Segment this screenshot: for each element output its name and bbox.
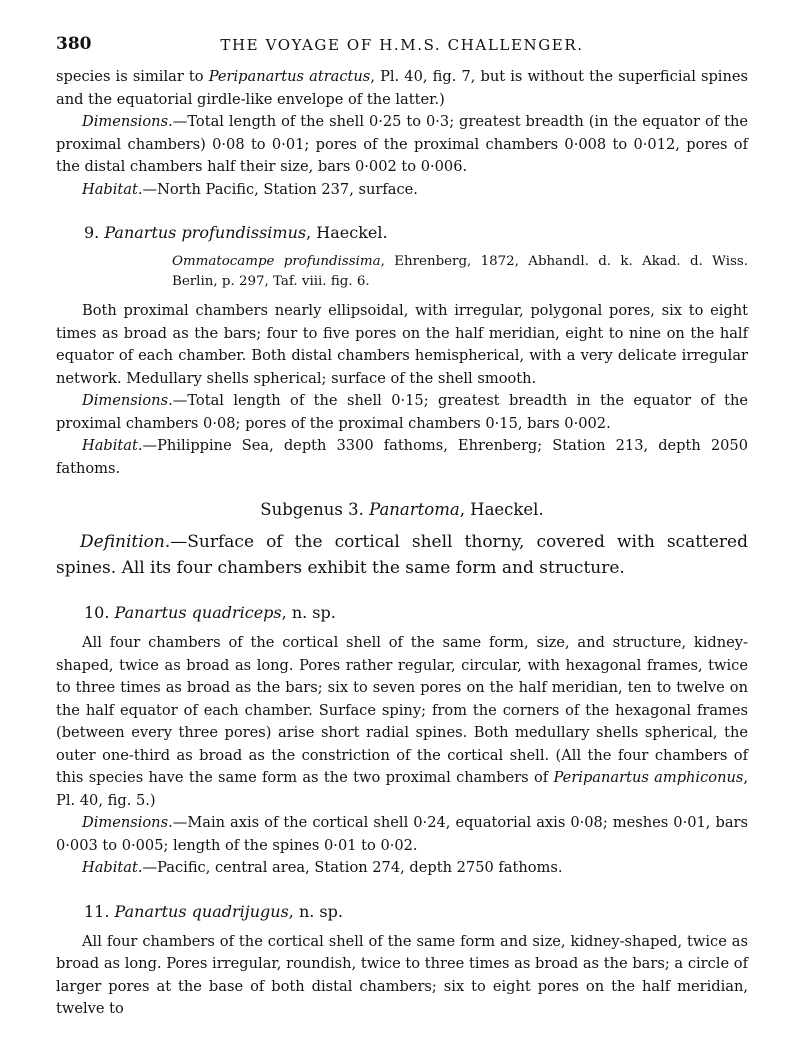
continuation-section [56,66,748,201]
species-heading: 9. Panartus profundissimus, Haeckel. [84,223,388,242]
continuation-paragraph: species is similar to Peripanartus atractus, Pl. 40, fig. 7, but is without the superficial spines and the equatorial girdle-like envelope of the latter.) [56,68,748,108]
dimensions-paragraph: Dimensions.—Total length of the shell 0·15; greatest breadth in the equator of the proximal chambers 0·08; pores of the proximal chambers 0·15, bars 0·002. [56,392,748,432]
species-11-section [56,902,748,1021]
definition-paragraph: Definition.—Surface of the cortical shell thorny, covered with scattered spines. All its four chambers exhibit the same form and structure. [56,532,748,578]
species-heading: 10. Panartus quadriceps, n. sp. [84,603,336,622]
subgenus-heading: Subgenus 3. Panartoma, Haeckel. [260,500,544,519]
dimensions-label: Dimensions. [82,113,173,130]
species-name: Panartus quadriceps [114,603,282,622]
description-paragraph: Both proximal chambers nearly ellipsoidal, with irregular, polygonal pores, six to eight times as broad as the bars; four to five pores on the half meridian, eight to nine on the half equator of each chamber. Both distal chambers hemispherical, with a very delicate irregular network. Medullary shells spherical; surface of the shell smooth. [56,302,748,387]
page-number: 380 [56,34,92,54]
habitat-paragraph: Habitat.—North Pacific, Station 237, surface. [82,180,418,198]
description-paragraph: All four chambers of the cortical shell of the same form and size, kidney-shaped, twice as broad as long. Pores irregular, roundish, twice to three times as broad as the bars; a circle of larger pores at the base of both distal chambers; six to eight pores on the half meridian, twelve to [56,932,748,1017]
dimensions-label: Dimensions. [82,814,173,831]
habitat-label: Habitat. [82,437,143,454]
definition-label: Definition. [80,532,171,552]
page-header [56,26,748,66]
dimensions-label: Dimensions. [82,392,173,409]
species-name: Panartus profundissimus [104,223,307,242]
habitat-paragraph: Habitat.—Philippine Sea, depth 3300 fathoms, Ehrenberg; Station 213, depth 2050 fathoms. [56,437,748,477]
dimensions-paragraph: Dimensions.—Total length of the shell 0·25 to 0·3; greatest breadth (in the equator of the proximal chambers) 0·08 to 0·01; pores of the proximal chambers 0·008 to 0·012, pores of the distal chambers half their size, bars 0·002 to 0·006. [56,113,748,175]
species-reference: Peripanartus atractus [208,68,371,85]
habitat-paragraph: Habitat.—Pacific, central area, Station 274, depth 2750 fathoms. [82,859,563,876]
running-head: THE VOYAGE OF H.M.S. CHALLENGER. [220,36,584,54]
species-name: Panartus quadrijugus [114,901,289,921]
species-10-section [56,603,748,880]
species-9-section [56,223,748,480]
species-heading: 11. Panartus quadrijugus, n. sp. [84,901,343,921]
description-paragraph: All four chambers of the cortical shell of the same form, size, and structure, kidney-shaped, twice as broad as long. Pores rather regular, circular, with hexagonal frames, twice to three times as broad as the bars; six to seven pores on the half meridian, ten to twelve on the half equator of each chamber. Surface spiny; from the corners of the hexagonal frames (between every three pores) arise short radial spines. Both medullary shells spherical, the outer one-third as broad as the constriction of the cortical shell. (All the four chambers of this species have the same form as the two proximal chambers of Peripanartus amphiconus, Pl. 40, fig. 5.) [56,634,748,809]
synonym-citation: Ommatocampe profundissima, Ehrenberg, 1872, Abhandl. d. k. Akad. d. Wiss. Berlin, p. 297, Taf. viii. fig. 6. [172,254,748,289]
subgenus-section [56,500,748,581]
subgenus-name: Panartoma [369,500,460,519]
habitat-label: Habitat. [82,180,143,198]
habitat-label: Habitat. [82,859,143,876]
species-reference: Peripanartus amphiconus [553,769,744,786]
dimensions-paragraph: Dimensions.—Main axis of the cortical shell 0·24, equatorial axis 0·08; meshes 0·01, bars 0·003 to 0·005; length of the spines 0·01 to 0·02. [56,814,748,854]
